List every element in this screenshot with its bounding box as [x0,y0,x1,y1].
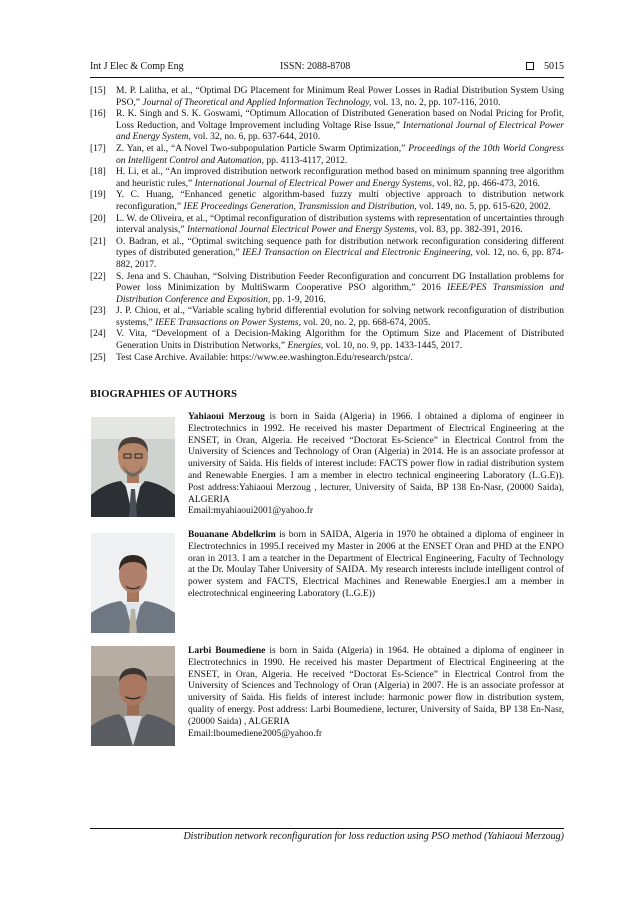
author-photo-2 [91,533,175,633]
reference-venue: IEEJ Transaction on Electrical and Electronic Engineering [242,248,471,259]
author-name: Larbi Boumediene [188,646,266,656]
reference-details: , vol. 12, no. 6, pp. 874-882, 2017. [116,248,564,270]
biographies-heading: BIOGRAPHIES OF AUTHORS [90,389,238,400]
reference-venue: Journal of Theoretical and Applied Information Technology, [142,97,372,108]
journal-name: Int J Elec & Comp Eng [90,61,184,72]
reference-text: O. Badran, et al., “Optimal switching sequence path for distribution network reconfiguration considering different types of distributed generation,” [116,236,564,259]
reference-text: Y. C. Huang, “Enhanced genetic algorithm-based fuzzy multi objective approach to distribution network reconfiguration,” [116,190,564,212]
running-footer: Distribution network reconfiguration for loss reduction using PSO method (Yahiaoui Merzoug) [183,831,564,842]
author-email: Email:lboumediene2005@yahoo.fr [188,728,323,739]
reference-list [90,86,564,364]
reference-number: [23] [90,306,106,317]
reference-venue: IEEE/PES Transmission and Distribution Conference and Exposition [116,283,564,305]
reference-text: M. P. Lalitha, et al., “Optimal DG Placement for Minimum Real Power Losses in Radial Distribution System Using PSO,” [116,86,564,108]
reference-details: , pp. 1-9, 2016. [267,294,326,305]
reference-item [90,214,564,237]
reference-item [90,353,564,365]
author-name: Yahiaoui Merzoug [188,412,265,422]
reference-text: Test Case Archive. Available: https://www.ee.washington.Edu/research/pstca/. [116,352,413,363]
reference-text: H. Li, et al., “An improved distribution network reconfiguration method based on minimum spanning tree algorithm and heuristic rules,” [116,167,564,189]
reference-number: [17] [90,143,106,154]
reference-details: vol. 83, pp. 382-391, 2016. [416,225,523,236]
reference-item [90,109,564,144]
reference-item [90,329,564,352]
reference-item [90,306,564,329]
reference-details: , vol. 32, no. 6, pp. 637-644, 2010. [188,132,321,143]
reference-venue: International Journal of Electrical Power and Energy Systems, [194,178,435,189]
reference-venue: IEE Proceedings Generation, Transmission and Distribution [183,201,415,212]
reference-text: R. K. Singh and S. K. Goswami, “Optimum Allocation of Distributed Generation based on Nodal Pricing for Profit, Loss Reduction, and Voltage Improvement including Voltage Rise Issue,” [116,109,564,131]
running-header [90,60,564,76]
reference-venue: Energies, [287,341,324,352]
author-bio-text: is born in Saida (Algeria) in 1964. He obtained a diploma of engineer in Electrotechnics in 1990. He received his master Department of Electrical Engineering at the ENSET, in Oran, Algeria. He received “Doctorat Es-Science” in Electrical Control from the University of Sciences and Technology of Oran (Algeria) in 2007. He is an associate professor at university of Saida. His fields of interest include: harmonic power flow in distribution system, quality of energy. Post address: Larbi Boumediene, lecturer, University of Saida, BP 138 En-Nasr, (20000 Saida) , ALGERIA [188,646,564,727]
reference-text: J. P. Chiou, et al., “Variable scaling hybrid differential evolution for solving network reconfiguration of distribution systems,” [116,306,564,328]
reference-details: , vol. 149, no. 5, pp. 615-620, 2002. [414,201,551,212]
reference-item [90,190,564,213]
author-bio-text: is born in Saida (Algeria) in 1966. I obtained a diploma of engineer in Electrotechnics in 1992. He received his master Department of Electrical Engineering at the ENSET, in Oran, Algeria. He received “Doctorat Es-Science” in Electrical Control from the University of Sciences and Technology of Oran (Algeria) in 2014. He is an associate professor at university of Saida. His fields of interest include: FACTS power flow in radial distribution system and Renewable Energies. I am a member in electro technical engineering Laboratory (L.G.E)). Post address:Yahiaoui Merzoug , lecturer, University of Saida, BP 138 En-Nasr, (20000 Saida), ALGERIA [188,412,564,505]
reference-item [90,272,564,307]
reference-details: vol. 13, no. 2, pp. 107-116, 2010. [371,97,501,108]
author-photo-1 [91,417,175,517]
author-email: Email:myahiaoui2001@yahoo.fr [188,506,314,517]
reference-item [90,144,564,167]
author-photo-3 [91,646,175,746]
reference-number: [25] [90,352,106,363]
reference-number: [19] [90,190,106,201]
reference-number: [24] [90,329,106,340]
reference-item [90,167,564,190]
reference-venue: International Journal of Electrical Power and Energy System [116,120,564,143]
header-divider [90,77,564,78]
reference-number: [18] [90,167,106,178]
reference-text: V. Vita, “Development of a Decision-Making Algorithm for the Optimum Size and Placement of Distributed Generation Units in Distribution Networks,” [116,329,564,352]
page-number: 5015 [544,61,564,72]
reference-text: Z. Yan, et al., “A Novel Two-subpopulation Particle Swarm Optimization,” [116,143,409,154]
reference-text: S. Jena and S. Chauhan, “Solving Distribution Feeder Reconfiguration and concurrent DG Installation problems for Power loss Minimization by MultiSwarm Cooperative PSO algorithm,” 2016 [116,271,564,294]
author-name: Bouanane Abdelkrim [188,530,276,540]
author-bio-1 [188,412,564,518]
author-bio-text: is born in SAIDA, Algeria in 1970 he obtained a diploma of engineer in Electrotechnics in 1995.I received my Master in 2006 at the ENSET Oran and PHD at the ENPO oran in 2013. I am a teatcher in the Department of Electrical Engineering, Faculty of Technology at the Dr. Moulay Taher University of SAIDA. My research interests include intelligent control of power system and FACTS, Electrical Machines and Renewable Energies.I am a member in electrotechnical engineering Laboratory (L.G.E)) [188,530,564,599]
reference-venue: IEEE Transactions on Power Systems, [155,317,301,328]
reference-number: [22] [90,271,106,282]
reference-item [90,86,564,109]
reference-details: , pp. 4113-4117, 2012. [261,155,348,166]
reference-number: [15] [90,86,106,96]
reference-number: [20] [90,213,106,224]
footer-divider [90,828,564,829]
checkbox-square-icon [526,62,534,70]
reference-details: vol. 10, no. 9, pp. 1433-1445, 2017. [323,341,463,352]
author-bio-2 [188,530,564,601]
author-bio-3 [188,646,564,740]
reference-details: vol. 82, pp. 466-473, 2016. [434,178,540,189]
reference-item [90,237,564,272]
reference-details: vol. 20, no. 2, pp. 668-674, 2005. [301,317,431,328]
reference-venue: International Journal Electrical Power and Energy Systems, [186,225,417,236]
issn: ISSN: 2088-8708 [280,61,351,72]
reference-venue: Proceedings of the 10th World Congress on Intelligent Control and Automation [116,143,564,166]
reference-number: [21] [90,236,106,247]
reference-text: L. W. de Oliveira, et al., “Optimal reconfiguration of distribution systems with representation of uncertainties through interval analysis,” [116,213,564,236]
reference-number: [16] [90,109,106,120]
